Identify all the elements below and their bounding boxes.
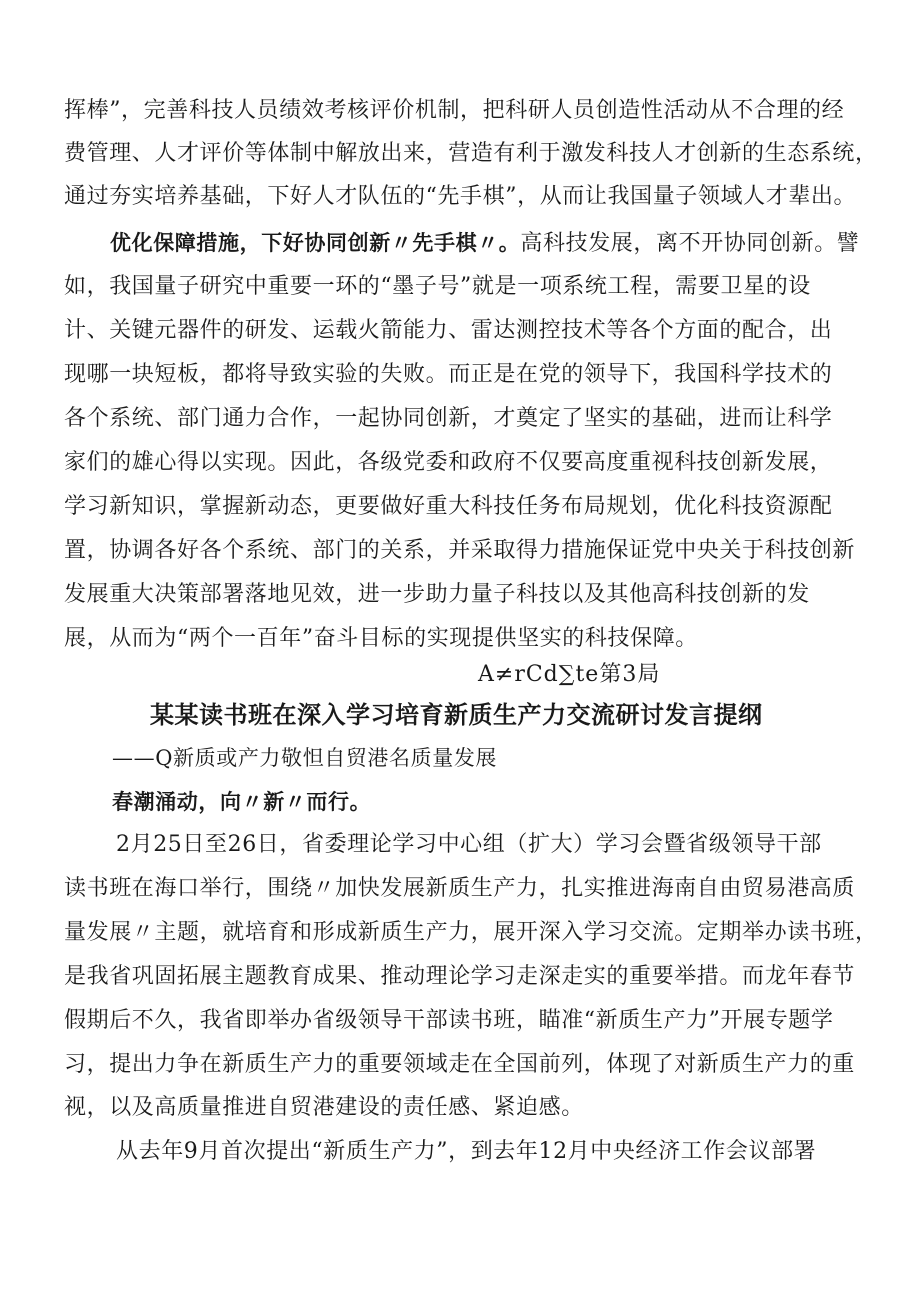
paragraph-line: 计、关键元器件的研发、运载火箭能力、雷达测控技术等各个方面的配合，出 <box>64 318 833 343</box>
paragraph-line: 2月25日至26日，省委理论学习中心组（扩大）学习会暨省级领导干部 <box>116 832 822 857</box>
paragraph-line: 现哪一块短板，都将导致实验的失败。而正是在党的领导下，我国科学技术的 <box>64 362 833 387</box>
paragraph-line: 是我省巩固拓展主题教育成果、推动理论学习走深走实的重要举措。而龙年春节 <box>64 964 856 989</box>
paragraph-line: 发展重大决策部署落地见效，进一步助力量子科技以及其他高科技创新的发 <box>64 582 810 607</box>
article-title: 某某读书班在深入学习培育新质生产力交流研讨发言提纲 <box>150 701 763 729</box>
paragraph-line: 从去年9月首次提出“新质生产力”，到去年12月中央经济工作会议部署 <box>116 1139 817 1164</box>
paragraph-line: 置，协调各好各个系统、部门的关系，并采取得力措施保证党中央关于科技创新 <box>64 538 856 563</box>
paragraph-line: 挥棒”，完善科技人员绩效考核评价机制，把科研人员创造性活动从不合理的经 <box>64 98 845 123</box>
paragraph-line: 量发展〃主题，就培育和形成新质生产力，展开深入学习交流。定期举办读书班， <box>64 920 878 945</box>
paragraph-line: 读书班在海口举行，围绕〃加快发展新质生产力，扎实推进海南自由贸易港高质 <box>64 876 856 901</box>
page-marker: A≠rCd∑te第3局 <box>478 662 661 687</box>
paragraph-line: 家们的雄心得以实现。因此，各级党委和政府不仅要高度重视科技创新发展， <box>64 450 833 475</box>
paragraph-line: 习，提出力争在新质生产力的重要领域走在全国前列，体现了对新质生产力的重 <box>64 1052 856 1077</box>
paragraph-text: 高科技发展，离不开协同创新。譬 <box>520 231 860 256</box>
article-lead: 春潮涌动，向〃新〃而行。 <box>112 790 372 814</box>
paragraph-line: 学习新知识，掌握新动态，更要做好重大科技任务布局规划，优化科技资源配 <box>64 494 833 519</box>
paragraph-line: 通过夯实培养基础，下好人才队伍的“先手棋”，从而让我国量子领域人才辈出。 <box>64 184 857 209</box>
article-subtitle: ——Q新质或产力敬怛自贸港名质量发展 <box>112 746 498 770</box>
paragraph-line: 视，以及高质量推进自贸港建设的责任感、紧迫感。 <box>64 1095 584 1120</box>
section-line-first <box>110 228 859 259</box>
section-heading: 优化保障措施，下好协同创新〃先手棋〃。 <box>110 231 521 255</box>
paragraph-line: 各个系统、部门通力合作，一起协同创新，才奠定了坚实的基础，进而让科学 <box>64 406 833 431</box>
paragraph-line: 如，我国量子研究中重要一环的“墨子号”就是一项系统工程，需要卫星的设 <box>64 274 811 299</box>
paragraph-line: 展，从而为“两个一百年”奋斗目标的实现提供坚实的科技保障。 <box>64 626 698 651</box>
paragraph-line: 费管理、人才评价等体制中解放出来，营造有利于激发科技人才创新的生态系统， <box>64 141 878 166</box>
paragraph-line: 假期后不久，我省即举办省级领导干部读书班，瞄准“新质生产力”开展专题学 <box>64 1008 834 1033</box>
